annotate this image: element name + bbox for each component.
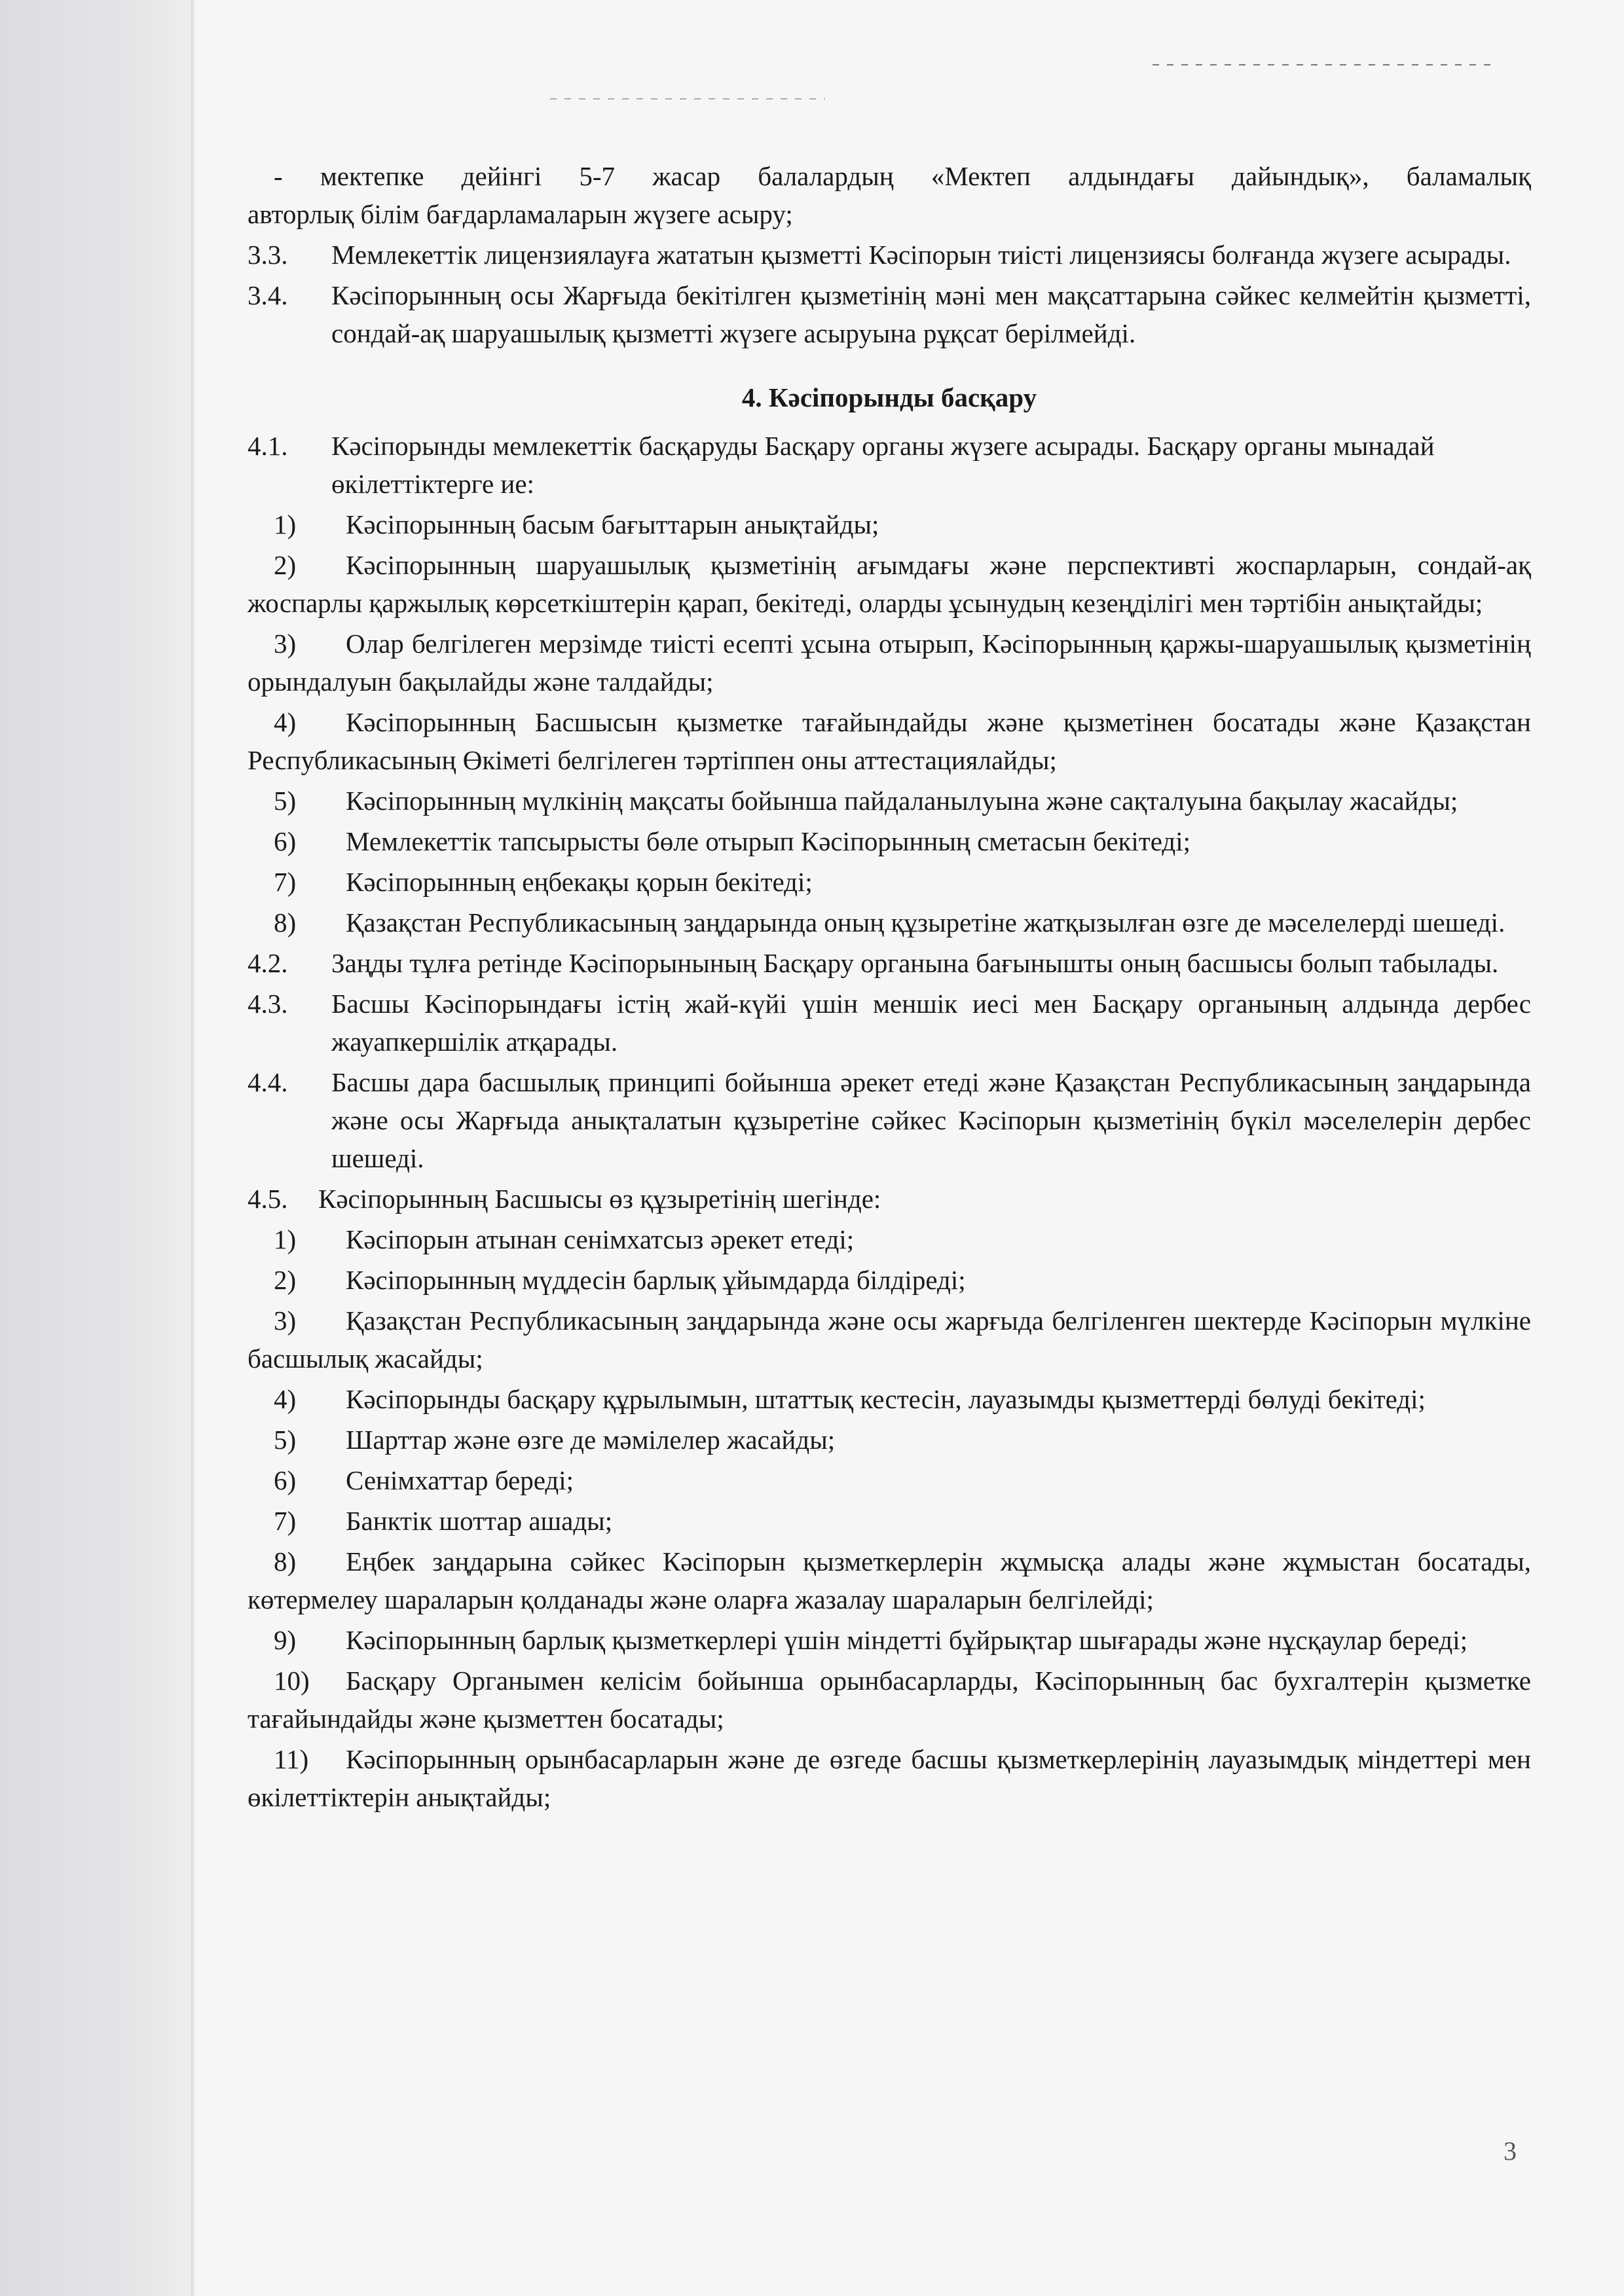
list-item (248, 1261, 1531, 1299)
clause-text: Кәсіпорынды мемлекеттік басқаруды Басқару органы жүзеге асырады. Басқару органы мынадай өкілеттіктерге ие: (331, 431, 1435, 499)
list-text: Кәсіпорынның мүддесін барлық ұйымдарда білдіреді; (346, 1265, 966, 1295)
list-text: Кәсіпорынның басым бағыттарын анықтайды; (346, 509, 879, 539)
section-heading: 4. Кәсіпорынды басқару (741, 382, 1037, 412)
list-number: 2) (274, 1265, 297, 1295)
list-text: Кәсіпорынның еңбекақы қорын бекітеді; (346, 867, 813, 897)
list-text: Қазақстан Республикасының заңдарында және осы жарғыда белгіленген шектерде Кәсіпорын мүлкіне басшылық жасайды; (248, 1305, 1531, 1374)
clause-item (248, 1063, 1531, 1177)
list-number: 9) (274, 1625, 297, 1655)
clause-text: Мемлекеттік лицензиялауға жататын қызметті Кәсіпорын тиісті лицензиясы болғанда жүзеге асырады. (331, 240, 1511, 270)
clause-text: Кәсіпорынның осы Жарғыда бекітілген қызметінің мәні мен мақсаттарына сәйкес келмейтін қызметті, сондай-ақ шаруашылық қызметті жүзеге асыруына рұқсат берілмейді. (331, 280, 1531, 348)
list-number: 4) (274, 707, 297, 737)
list-number: 4) (274, 1384, 297, 1414)
list-number: 6) (274, 826, 297, 856)
list-number: 3) (274, 629, 297, 659)
list-text: Кәсіпорынның шаруашылық қызметінің ағымдағы және перспективті жоспарларын, сондай-ақ жоспарлы қаржылық көрсеткіштерін қарап, бекітеді, оларды ұсынудың кезеңділігі мен тәртібін анықтайды; (248, 550, 1531, 618)
list-text: Кәсіпорын атынан сенімхатсыз әрекет етеді; (346, 1224, 855, 1254)
list-number: 6) (274, 1465, 297, 1495)
intro-line-2: авторлық білім бағдарламаларын жүзеге асыру; (248, 199, 793, 229)
clause-4-5-list (248, 1220, 1531, 1816)
list-text: Кәсіпорынның барлық қызметкерлері үшін міндетті бұйрықтар шығарады және нұсқаулар береді; (346, 1625, 1468, 1655)
scan-artifact (550, 98, 825, 100)
clause-item (248, 944, 1531, 982)
list-item (248, 1621, 1531, 1659)
list-text: Басқару Органымен келісім бойынша орынбасарларды, Кәсіпорынның бас бухгалтерін қызметке тағайындайды және қызметтен босатады; (248, 1666, 1531, 1734)
page-number: 3 (1504, 2136, 1517, 2166)
section-3-items (248, 236, 1531, 352)
clause-text: Басшы Кәсіпорындағы істің жай-күйі үшін меншік иесі мен Басқару органының алдында дербес жауапкершілік атқарады. (331, 989, 1531, 1057)
list-item (248, 1662, 1531, 1738)
list-number: 7) (274, 1506, 297, 1536)
clause-4-1-list (248, 505, 1531, 941)
clause-4-1 (248, 427, 1531, 503)
list-item (248, 863, 1531, 901)
clause-text: Басшы дара басшылық принципі бойынша әрекет етеді және Қазақстан Республикасының заңдарында және осы Жарғыда анықталатын құзыретіне сәйкес Кәсіпорын қызметінің бүкіл мәселелерін дербес шешеді. (331, 1067, 1531, 1173)
clause-text: Заңды тұлға ретінде Кәсіпорынының Басқару органына бағынышты оның басшысы болып табылады. (331, 948, 1499, 978)
list-text: Шарттар және өзге де мәмілелер жасайды; (346, 1425, 836, 1455)
clause-text: Кәсіпорынның Басшысы өз құзыретінің шегінде: (318, 1184, 881, 1214)
clause-number: 4.5. (248, 1184, 288, 1214)
intro-line-1: - мектепке дейінгі 5-7 жасар балалардың «Мектеп алдындағы дайындық», баламалық (274, 161, 1531, 191)
list-number: 2) (274, 550, 297, 580)
clause-item (248, 276, 1531, 352)
clause-number: 4.2. (248, 948, 288, 978)
list-text: Кәсіпорынды басқару құрылымын, штаттық кестесін, лауазымды қызметтерді бөлуді бекітеді; (346, 1384, 1426, 1414)
list-number: 10) (274, 1666, 310, 1696)
list-item (248, 1461, 1531, 1499)
document-body (248, 157, 1531, 1819)
list-item (248, 1421, 1531, 1459)
list-text: Мемлекеттік тапсырысты бөле отырып Кәсіпорынның сметасын бекітеді; (346, 826, 1191, 856)
list-number: 3) (274, 1305, 297, 1336)
list-item (248, 703, 1531, 779)
list-item (248, 903, 1531, 941)
list-text: Банктік шоттар ашады; (346, 1506, 613, 1536)
list-item (248, 1542, 1531, 1618)
list-item (248, 505, 1531, 543)
list-number: 8) (274, 907, 297, 938)
list-number: 11) (274, 1744, 309, 1774)
list-text: Қазақстан Республикасының заңдарында оның құзыретіне жатқызылған өзге де мәселелерді шешеді. (346, 907, 1505, 938)
list-item (248, 625, 1531, 701)
list-number: 1) (274, 509, 297, 539)
scan-left-margin (0, 0, 196, 2296)
list-number: 5) (274, 1425, 297, 1455)
list-text: Кәсіпорынның мүлкінің мақсаты бойынша пайдаланылуына және сақталуына бақылау жасайды; (346, 786, 1458, 816)
clauses-4-2-to-4-4 (248, 944, 1531, 1177)
list-item (248, 546, 1531, 622)
clause-number: 4.4. (248, 1067, 288, 1097)
clause-number: 3.4. (248, 280, 288, 310)
scan-artifact (1153, 64, 1493, 65)
list-item (248, 1380, 1531, 1418)
intro-paragraph (248, 157, 1531, 233)
list-item (248, 782, 1531, 820)
clause-item (248, 985, 1531, 1061)
list-text: Сенімхаттар береді; (346, 1465, 574, 1495)
list-number: 1) (274, 1224, 297, 1254)
list-item (248, 1740, 1531, 1816)
clause-number: 4.3. (248, 989, 288, 1019)
clause-item (248, 236, 1531, 274)
list-item (248, 822, 1531, 860)
list-number: 5) (274, 786, 297, 816)
list-text: Кәсіпорынның орынбасарларын және де өзгеде басшы қызметкерлерінің лауазымдық міндеттері мен өкілеттіктерін анықтайды; (248, 1744, 1531, 1812)
list-text: Олар белгілеген мерзімде тиісті есепті ұсына отырып, Кәсіпорынның қаржы-шаруашылық қызметінің орындалуын бақылайды және талдайды; (248, 629, 1531, 697)
list-item (248, 1220, 1531, 1258)
list-number: 7) (274, 867, 297, 897)
clause-4-5 (248, 1180, 1531, 1218)
list-text: Кәсіпорынның Басшысын қызметке тағайындайды және қызметінен босатады және Қазақстан Республикасының Өкіметі белгілеген тәртіппен оны аттестациялайды; (248, 707, 1531, 775)
list-number: 8) (274, 1546, 297, 1576)
list-item (248, 1302, 1531, 1377)
clause-number: 3.3. (248, 240, 288, 270)
list-text: Еңбек заңдарына сәйкес Кәсіпорын қызметкерлерін жұмысқа алады және жұмыстан босатады, көтермелеу шараларын қолданады және оларға жазалау шараларын белгілейді; (248, 1546, 1531, 1614)
list-item (248, 1502, 1531, 1540)
clause-number: 4.1. (248, 431, 288, 461)
